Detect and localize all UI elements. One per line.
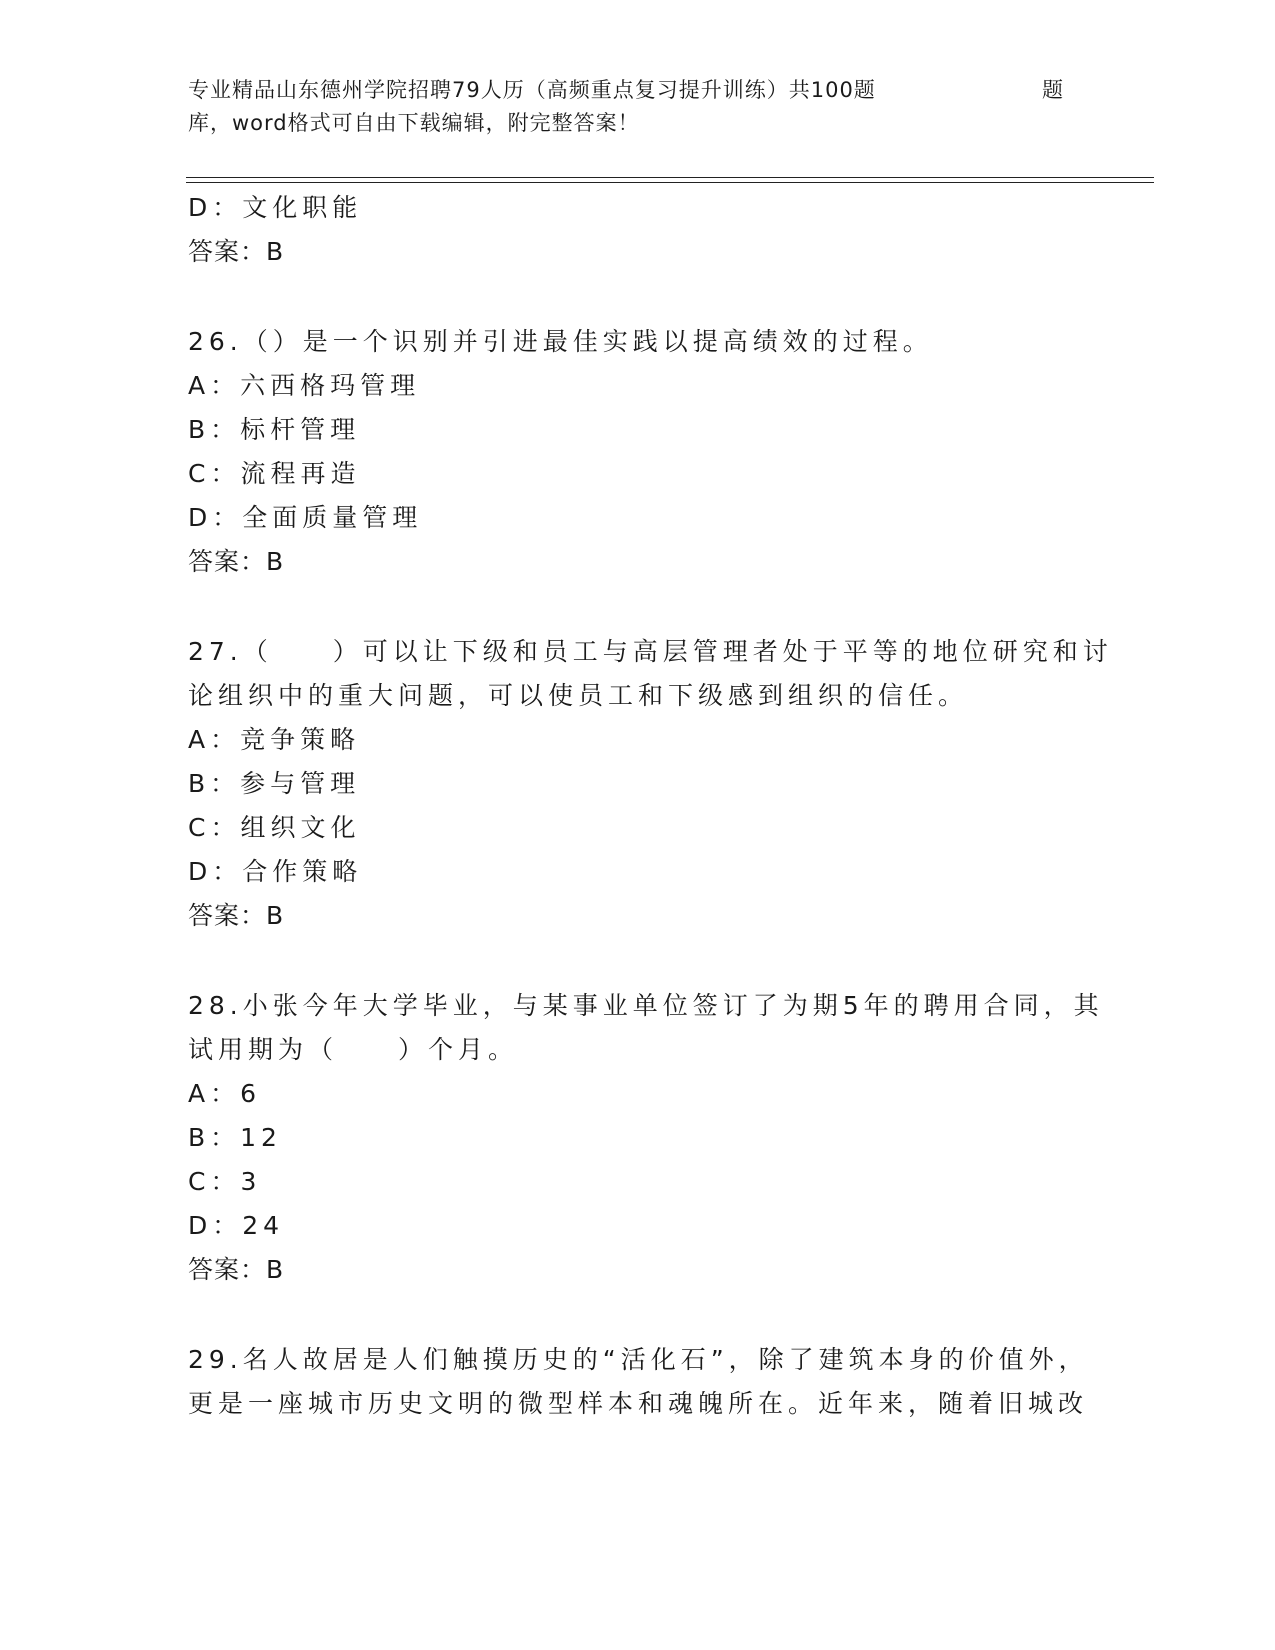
header-line-2: 库，word格式可自由下载编辑，附完整答案！ [188, 111, 640, 135]
question-stem: 27.（ ）可以让下级和员工与高层管理者处于平等的地位研究和讨 [188, 637, 1113, 666]
question-stem: 26.（）是一个识别并引进最佳实践以提高绩效的过程。 [188, 327, 933, 356]
option-c: C：流程再造 [188, 459, 361, 488]
question-stem-continued: 更是一座城市历史文明的微型样本和魂魄所在。近年来，随着旧城改 [188, 1389, 1089, 1418]
option-c: C：组织文化 [188, 813, 361, 842]
option-b: B：12 [188, 1123, 282, 1152]
question-stem-continued: 论组织中的重大问题，可以使员工和下级感到组织的信任。 [188, 681, 969, 710]
option-b: B：参与管理 [188, 769, 361, 798]
header-line-1: 专业精品山东德州学院招聘79人历（高频重点复习提升训练）共100题 [188, 78, 876, 102]
document-header [188, 74, 1068, 140]
option-a: A：6 [188, 1079, 262, 1108]
answer-line: 答案：B [188, 237, 285, 266]
question-stem: 28.小张今年大学毕业，与某事业单位签订了为期5年的聘用合同，其 [188, 991, 1104, 1020]
option-d: D：全面质量管理 [188, 503, 423, 532]
header-line-1-trail: 题 [1042, 78, 1064, 102]
option-d: D：24 [188, 1211, 285, 1240]
option-d: D：合作策略 [188, 857, 363, 886]
option-b: B：标杆管理 [188, 415, 361, 444]
header-divider-bottom [186, 182, 1154, 183]
answer-line: 答案：B [188, 547, 285, 576]
option-d: D：文化职能 [188, 193, 363, 222]
header-divider-top [186, 177, 1154, 178]
option-a: A：六西格玛管理 [188, 371, 421, 400]
question-stem: 29.名人故居是人们触摸历史的“活化石”，除了建筑本身的价值外， [188, 1345, 1089, 1374]
answer-line: 答案：B [188, 901, 285, 930]
question-stem-continued: 试用期为（ ）个月。 [188, 1035, 519, 1064]
answer-line: 答案：B [188, 1255, 285, 1284]
option-a: A：竞争策略 [188, 725, 361, 754]
option-c: C：3 [188, 1167, 262, 1196]
